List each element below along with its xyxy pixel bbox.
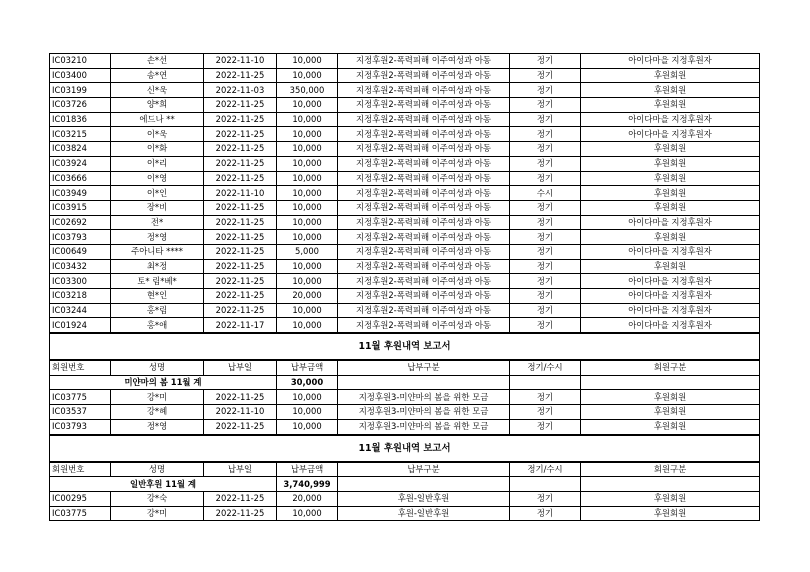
column-header: 회원번호: [50, 462, 111, 477]
member-id-cell: IC03775: [50, 506, 111, 521]
payment-type-cell: 후원-일반후원: [338, 506, 510, 521]
table-row: [50, 491, 760, 506]
payment-type-cell: 지정후원2-폭력피해 이주여성과 아동: [338, 200, 510, 215]
payment-date-cell: 2022-11-25: [204, 274, 277, 289]
name-cell: 양*희: [111, 98, 204, 113]
member-type-cell: 아이다마을 지정후원자: [581, 303, 760, 318]
member-type-cell: 아이다마을 지정후원자: [581, 289, 760, 304]
member-id-cell: IC03915: [50, 200, 111, 215]
payment-date-cell: 2022-11-10: [204, 54, 277, 69]
member-id-cell: IC03949: [50, 186, 111, 201]
table-row: [50, 318, 760, 333]
frequency-cell: 정기: [510, 405, 581, 420]
payment-type-cell: 후원-일반후원: [338, 491, 510, 506]
member-id-cell: IC02692: [50, 215, 111, 230]
name-cell: 강*미: [111, 390, 204, 405]
payment-date-cell: 2022-11-03: [204, 83, 277, 98]
member-id-cell: IC01836: [50, 112, 111, 127]
payment-type-cell: 지정후원2-폭력피해 이주여성과 아동: [338, 171, 510, 186]
payment-type-cell: 지정후원2-폭력피해 이주여성과 아동: [338, 142, 510, 157]
amount-cell: 10,000: [277, 230, 338, 245]
member-type-cell: 후원회원: [581, 98, 760, 113]
name-cell: 홍*애: [111, 318, 204, 333]
payment-type-cell: 지정후원2-폭력피해 이주여성과 아동: [338, 230, 510, 245]
name-cell: 정*영: [111, 419, 204, 434]
frequency-cell: 정기: [510, 244, 581, 259]
column-header: 납부일: [204, 462, 277, 477]
frequency-cell: 정기: [510, 112, 581, 127]
table-row: [50, 54, 760, 69]
name-cell: 강*혜: [111, 405, 204, 420]
member-type-cell: 후원회원: [581, 390, 760, 405]
member-type-cell: 후원회원: [581, 491, 760, 506]
frequency-cell: 정기: [510, 318, 581, 333]
subtotal-row: [50, 375, 760, 390]
name-cell: 장*비: [111, 200, 204, 215]
name-cell: 강*숙: [111, 491, 204, 506]
name-cell: 토* 림*베*: [111, 274, 204, 289]
amount-cell: 5,000: [277, 244, 338, 259]
name-cell: 이*영: [111, 171, 204, 186]
table-row: [50, 274, 760, 289]
payment-type-cell: 지정후원2-폭력피해 이주여성과 아동: [338, 54, 510, 69]
payment-date-cell: 2022-11-10: [204, 186, 277, 201]
name-cell: 강*미: [111, 506, 204, 521]
header-row: [50, 360, 760, 375]
member-type-cell: 아이다마을 지정후원자: [581, 112, 760, 127]
name-cell: 정*영: [111, 230, 204, 245]
member-type-cell: 후원회원: [581, 83, 760, 98]
member-id-cell: IC03924: [50, 156, 111, 171]
payment-type-cell: 지정후원2-폭력피해 이주여성과 아동: [338, 127, 510, 142]
payment-date-cell: 2022-11-25: [204, 390, 277, 405]
payment-type-cell: 지정후원2-폭력피해 이주여성과 아동: [338, 186, 510, 201]
member-id-cell: IC03824: [50, 142, 111, 157]
member-id-cell: IC00295: [50, 491, 111, 506]
member-type-cell: 후원회원: [581, 68, 760, 83]
frequency-cell: 정기: [510, 127, 581, 142]
table-row: [50, 156, 760, 171]
column-header: 정기/수시: [510, 360, 581, 375]
payment-date-cell: 2022-11-25: [204, 419, 277, 434]
name-cell: 이*욱: [111, 127, 204, 142]
member-type-cell: 아이다마을 지정후원자: [581, 127, 760, 142]
amount-cell: 10,000: [277, 156, 338, 171]
member-type-cell: 후원회원: [581, 506, 760, 521]
payment-type-cell: 지정후원2-폭력피해 이주여성과 아동: [338, 318, 510, 333]
column-header: 정기/수시: [510, 462, 581, 477]
frequency-cell: 정기: [510, 68, 581, 83]
frequency-cell: 정기: [510, 54, 581, 69]
amount-cell: 20,000: [277, 491, 338, 506]
frequency-cell: 정기: [510, 259, 581, 274]
table-row: [50, 303, 760, 318]
table-row: [50, 289, 760, 304]
frequency-cell: 정기: [510, 390, 581, 405]
frequency-cell: 정기: [510, 156, 581, 171]
amount-cell: 10,000: [277, 186, 338, 201]
member-type-cell: 아이다마을 지정후원자: [581, 244, 760, 259]
payment-type-cell: 지정후원2-폭력피해 이주여성과 아동: [338, 112, 510, 127]
name-cell: 이*화: [111, 142, 204, 157]
table-row: [50, 200, 760, 215]
report-title-row: [50, 435, 760, 462]
payment-date-cell: 2022-11-10: [204, 405, 277, 420]
frequency-cell: 정기: [510, 230, 581, 245]
name-cell: 최*정: [111, 259, 204, 274]
member-type-cell: 후원회원: [581, 186, 760, 201]
frequency-cell: 정기: [510, 83, 581, 98]
payment-type-cell: 지정후원3-미얀마의 봄을 위한 모금: [338, 405, 510, 420]
member-id-cell: IC03726: [50, 98, 111, 113]
report-body: [50, 54, 760, 521]
member-id-cell: IC03215: [50, 127, 111, 142]
member-type-cell: 후원회원: [581, 200, 760, 215]
amount-cell: 10,000: [277, 98, 338, 113]
subtotal-amount: 30,000: [277, 375, 338, 390]
column-header: 납부일: [204, 360, 277, 375]
name-cell: 홍*림: [111, 303, 204, 318]
payment-type-cell: 지정후원2-폭력피해 이주여성과 아동: [338, 289, 510, 304]
member-id-cell: IC03537: [50, 405, 111, 420]
subtotal-amount: 3,740,999: [277, 477, 338, 492]
payment-type-cell: 지정후원2-폭력피해 이주여성과 아동: [338, 303, 510, 318]
payment-type-cell: 지정후원2-폭력피해 이주여성과 아동: [338, 98, 510, 113]
amount-cell: 10,000: [277, 419, 338, 434]
member-id-cell: IC03244: [50, 303, 111, 318]
amount-cell: 20,000: [277, 289, 338, 304]
table-row: [50, 127, 760, 142]
table-row: [50, 405, 760, 420]
member-id-cell: IC00649: [50, 244, 111, 259]
frequency-cell: 정기: [510, 142, 581, 157]
member-type-cell: 아이다마을 지정후원자: [581, 215, 760, 230]
subtotal-label: 일반후원 11월 계: [50, 477, 277, 492]
report-title: 11월 후원내역 보고서: [50, 435, 760, 462]
report-title: 11월 후원내역 보고서: [50, 333, 760, 360]
amount-cell: 10,000: [277, 303, 338, 318]
empty-cell: [510, 375, 581, 390]
table-row: [50, 112, 760, 127]
member-type-cell: 후원회원: [581, 419, 760, 434]
amount-cell: 10,000: [277, 54, 338, 69]
frequency-cell: 정기: [510, 98, 581, 113]
payment-type-cell: 지정후원2-폭력피해 이주여성과 아동: [338, 274, 510, 289]
empty-cell: [510, 477, 581, 492]
frequency-cell: 정기: [510, 200, 581, 215]
payment-type-cell: 지정후원2-폭력피해 이주여성과 아동: [338, 156, 510, 171]
member-type-cell: 후원회원: [581, 259, 760, 274]
column-header: 성명: [111, 360, 204, 375]
member-type-cell: 아이다마을 지정후원자: [581, 54, 760, 69]
name-cell: 송*연: [111, 68, 204, 83]
table-row: [50, 68, 760, 83]
frequency-cell: 수시: [510, 186, 581, 201]
table-row: [50, 142, 760, 157]
payment-date-cell: 2022-11-25: [204, 289, 277, 304]
payment-type-cell: 지정후원3-미얀마의 봄을 위한 모금: [338, 390, 510, 405]
empty-cell: [581, 375, 760, 390]
member-type-cell: 아이다마을 지정후원자: [581, 318, 760, 333]
member-id-cell: IC03775: [50, 390, 111, 405]
column-header: 납부금액: [277, 462, 338, 477]
frequency-cell: 정기: [510, 274, 581, 289]
amount-cell: 10,000: [277, 171, 338, 186]
frequency-cell: 정기: [510, 171, 581, 186]
name-cell: 주아니타 ****: [111, 244, 204, 259]
payment-date-cell: 2022-11-25: [204, 127, 277, 142]
header-row: [50, 462, 760, 477]
member-id-cell: IC03793: [50, 230, 111, 245]
payment-type-cell: 지정후원3-미얀마의 봄을 위한 모금: [338, 419, 510, 434]
frequency-cell: 정기: [510, 491, 581, 506]
amount-cell: 10,000: [277, 127, 338, 142]
payment-date-cell: 2022-11-25: [204, 112, 277, 127]
subtotal-row: [50, 477, 760, 492]
table-row: [50, 506, 760, 521]
name-cell: 손*선: [111, 54, 204, 69]
table-row: [50, 186, 760, 201]
frequency-cell: 정기: [510, 303, 581, 318]
amount-cell: 10,000: [277, 112, 338, 127]
name-cell: 에드나 **: [111, 112, 204, 127]
payment-date-cell: 2022-11-25: [204, 303, 277, 318]
table-row: [50, 171, 760, 186]
table-row: [50, 83, 760, 98]
empty-cell: [338, 375, 510, 390]
frequency-cell: 정기: [510, 289, 581, 304]
payment-date-cell: 2022-11-25: [204, 68, 277, 83]
member-id-cell: IC03199: [50, 83, 111, 98]
column-header: 납부구분: [338, 462, 510, 477]
frequency-cell: 정기: [510, 419, 581, 434]
member-type-cell: 후원회원: [581, 405, 760, 420]
name-cell: 신*욱: [111, 83, 204, 98]
column-header: 회원번호: [50, 360, 111, 375]
payment-type-cell: 지정후원2-폭력피해 이주여성과 아동: [338, 244, 510, 259]
payment-date-cell: 2022-11-25: [204, 171, 277, 186]
member-id-cell: IC03400: [50, 68, 111, 83]
member-id-cell: IC03432: [50, 259, 111, 274]
table-row: [50, 259, 760, 274]
amount-cell: 10,000: [277, 390, 338, 405]
donation-report-table: [49, 53, 760, 521]
amount-cell: 10,000: [277, 506, 338, 521]
payment-type-cell: 지정후원2-폭력피해 이주여성과 아동: [338, 83, 510, 98]
member-id-cell: IC03300: [50, 274, 111, 289]
payment-date-cell: 2022-11-25: [204, 156, 277, 171]
report-title-row: [50, 333, 760, 360]
amount-cell: 350,000: [277, 83, 338, 98]
amount-cell: 10,000: [277, 142, 338, 157]
payment-date-cell: 2022-11-25: [204, 215, 277, 230]
empty-cell: [581, 477, 760, 492]
table-row: [50, 230, 760, 245]
payment-date-cell: 2022-11-25: [204, 491, 277, 506]
payment-date-cell: 2022-11-17: [204, 318, 277, 333]
payment-date-cell: 2022-11-25: [204, 200, 277, 215]
member-id-cell: IC03793: [50, 419, 111, 434]
table-row: [50, 98, 760, 113]
member-type-cell: 후원회원: [581, 142, 760, 157]
name-cell: 이*인: [111, 186, 204, 201]
member-type-cell: 후원회원: [581, 171, 760, 186]
payment-date-cell: 2022-11-25: [204, 506, 277, 521]
table-row: [50, 215, 760, 230]
column-header: 납부구분: [338, 360, 510, 375]
member-id-cell: IC03210: [50, 54, 111, 69]
name-cell: 이*리: [111, 156, 204, 171]
table-row: [50, 419, 760, 434]
subtotal-label: 미얀마의 봄 11월 계: [50, 375, 277, 390]
amount-cell: 10,000: [277, 259, 338, 274]
column-header: 성명: [111, 462, 204, 477]
member-id-cell: IC03666: [50, 171, 111, 186]
member-type-cell: 아이다마을 지정후원자: [581, 274, 760, 289]
member-id-cell: IC01924: [50, 318, 111, 333]
payment-date-cell: 2022-11-25: [204, 244, 277, 259]
amount-cell: 10,000: [277, 318, 338, 333]
member-type-cell: 후원회원: [581, 230, 760, 245]
member-id-cell: IC03218: [50, 289, 111, 304]
amount-cell: 10,000: [277, 68, 338, 83]
payment-date-cell: 2022-11-25: [204, 259, 277, 274]
name-cell: 현*인: [111, 289, 204, 304]
frequency-cell: 정기: [510, 506, 581, 521]
frequency-cell: 정기: [510, 215, 581, 230]
payment-date-cell: 2022-11-25: [204, 230, 277, 245]
amount-cell: 10,000: [277, 215, 338, 230]
amount-cell: 10,000: [277, 200, 338, 215]
payment-type-cell: 지정후원2-폭력피해 이주여성과 아동: [338, 259, 510, 274]
column-header: 회원구분: [581, 462, 760, 477]
table-row: [50, 390, 760, 405]
payment-type-cell: 지정후원2-폭력피해 이주여성과 아동: [338, 68, 510, 83]
column-header: 납부금액: [277, 360, 338, 375]
empty-cell: [338, 477, 510, 492]
payment-date-cell: 2022-11-25: [204, 98, 277, 113]
member-type-cell: 후원회원: [581, 156, 760, 171]
table-row: [50, 244, 760, 259]
payment-type-cell: 지정후원2-폭력피해 이주여성과 아동: [338, 215, 510, 230]
amount-cell: 10,000: [277, 405, 338, 420]
name-cell: 전*: [111, 215, 204, 230]
column-header: 회원구분: [581, 360, 760, 375]
amount-cell: 10,000: [277, 274, 338, 289]
payment-date-cell: 2022-11-25: [204, 142, 277, 157]
